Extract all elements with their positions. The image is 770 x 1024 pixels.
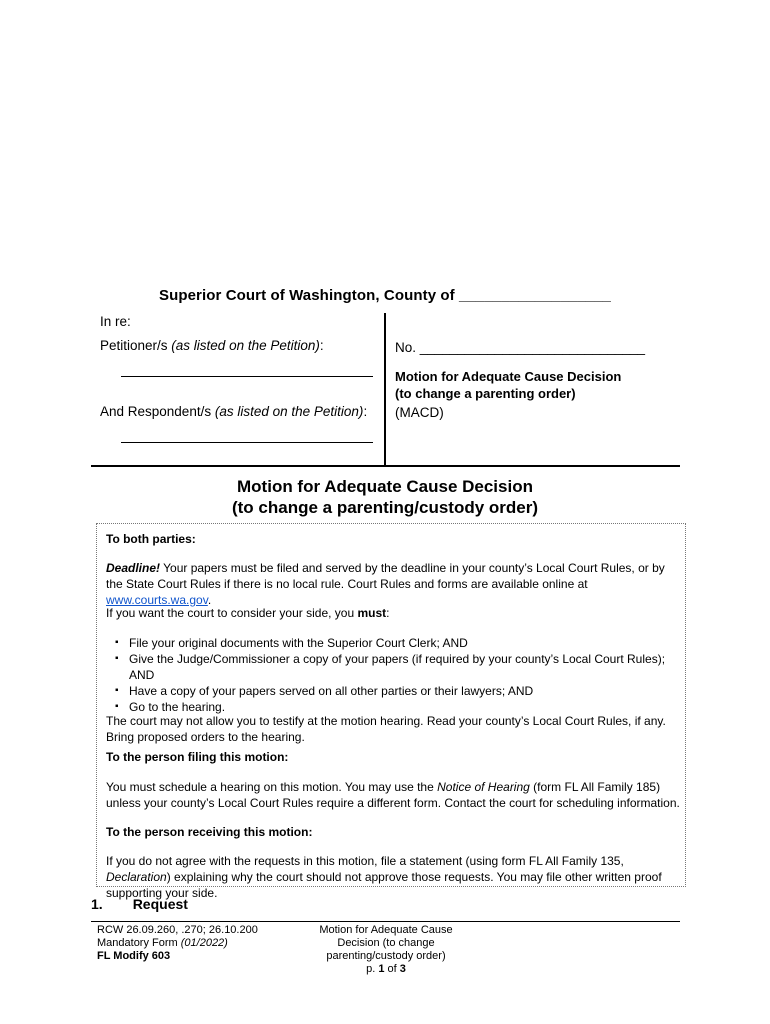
caption-divider	[384, 313, 386, 466]
petitioner-label: Petitioner/s (as listed on the Petition):	[100, 338, 324, 353]
list-item: ▪ File your original documents with the Superior Court Clerk; AND	[115, 635, 675, 651]
courts-website-link[interactable]: www.courts.wa.gov	[106, 593, 208, 607]
page-number: p. 1 of 3	[366, 963, 406, 975]
footer-doc-title: Motion for Adequate Cause Decision (to change parenting/custody order) p. 1 of 3	[300, 924, 472, 976]
footer-form-info: RCW 26.09.260, .270; 26.10.200 Mandatory Form (01/2022) FL Modify 603	[97, 924, 258, 962]
caption-doc-title-1: Motion for Adequate Cause Decision	[395, 369, 622, 384]
caption-doc-abbrev: (MACD)	[395, 405, 444, 420]
notice-bullet-list	[115, 635, 675, 715]
notice-filing-text: You must schedule a hearing on this motion. You may use the Notice of Hearing (form FL All Family 185) unless your county’s Local Court Rules require a different form. Contact the court for scheduling information.	[106, 780, 680, 810]
list-item: ▪ Go to the hearing.	[115, 699, 675, 715]
in-re-label: In re:	[100, 314, 131, 329]
list-item: ▪ Have a copy of your papers served on all other parties or their lawyers; AND	[115, 683, 675, 699]
court-heading: Superior Court of Washington, County of __________________	[158, 287, 612, 304]
petitioner-signature-line[interactable]	[121, 376, 373, 377]
section-1-heading: 1. Request	[91, 896, 188, 912]
respondent-signature-line[interactable]	[121, 442, 373, 443]
notice-box	[96, 523, 686, 900]
list-item: ▪ Give the Judge/Commissioner a copy of your papers (if required by your county’s Local Court Rules); AND	[115, 651, 675, 683]
form-id: FL Modify 603	[97, 950, 171, 962]
notice-receiving-text: If you do not agree with the requests in this motion, file a statement (using form FL All Family 135, Declaration) explaining why the court should not approve those requests. You may file other written proof supporting your side.	[106, 854, 662, 900]
caption-bottom-rule	[91, 465, 680, 467]
notice-to-both-heading: To both parties:	[106, 532, 196, 546]
document-title: Motion for Adequate Cause Decision (to change a parenting/custody order)	[231, 477, 539, 517]
caption-doc-title-2: (to change a parenting order)	[395, 386, 576, 401]
case-number-field[interactable]: No. ______________________________	[395, 340, 646, 355]
notice-deadline: Deadline! Your papers must be filed and served by the deadline in your county’s Local Court Rules, or by the State Court Rules if there is no local rule. Court Rules and forms are available online at www.courts.wa.gov.	[106, 561, 665, 607]
notice-receiving-heading: To the person receiving this motion:	[106, 825, 313, 839]
footer-rule	[91, 921, 680, 922]
notice-filing-heading: To the person filing this motion:	[106, 750, 289, 764]
notice-testify: The court may not allow you to testify at the motion hearing. Read your county’s Local Court Rules, if any. Bring proposed orders to the hearing.	[106, 714, 666, 744]
respondent-label: And Respondent/s (as listed on the Petition):	[100, 404, 368, 419]
notice-consider: If you want the court to consider your side, you must:	[106, 606, 390, 620]
